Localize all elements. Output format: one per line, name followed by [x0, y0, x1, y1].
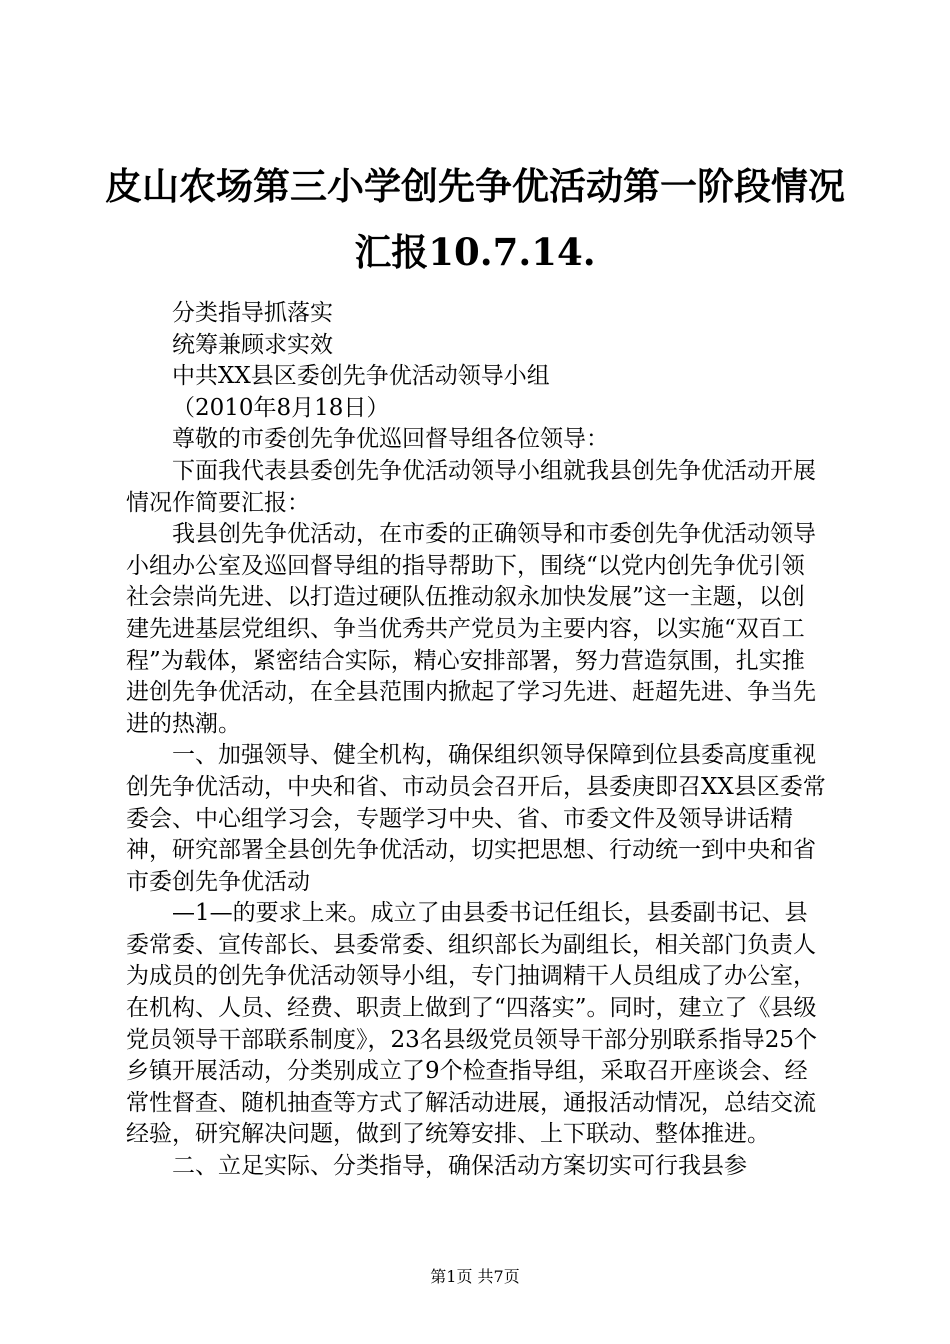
- salutation: 尊敬的市委创先争优巡回督导组各位领导：: [172, 426, 609, 453]
- body-paragraph: —1—的要求上来。成立了由县委书记任组长，县委副书记、县委常委、宣传部长、县委常委、组织部长为副组长，相关部门负责人为成员的创先争优活动领导小组，专门抽调精干人员组成了办公室，在机构、人员、经费、职责上做到了“四落实”。同时，建立了《县级党员领导干部联系制度》，23名县级党员领导干部分别联系指导25个乡镇开展活动，分类别成立了9个检查指导组，采取召开座谈会、经常性督查、随机抽查等方式了解活动进展，通报活动情况，总结交流经验，研究解决问题，做到了统筹安排、上下联动、整体推进。: [126, 900, 818, 1148]
- document-body: [126, 298, 826, 1183]
- subtitle-2: 统筹兼顾求实效: [172, 331, 333, 358]
- body-paragraph: 一、加强领导、健全机构，确保组织领导保障到位县委高度重视创先争优活动，中央和省、市动员会召开后，县委庚即召XX县区委常委会、中心组学习会，专题学习中央、省、市委文件及领导讲话精神，研究部署全县创先争优活动，切实把思想、行动统一到中央和省市委创先争优活动: [126, 742, 826, 895]
- date: （2010年8月18日）: [172, 394, 390, 421]
- issuer: 中共XX县区委创先争优活动领导小组: [172, 363, 550, 390]
- document-title-line-2: 汇报10.7.14.: [354, 230, 596, 274]
- subtitle-1: 分类指导抓落实: [172, 300, 333, 326]
- body-paragraph: 我县创先争优活动，在市委的正确领导和市委创先争优活动领导小组办公室及巡回督导组的指导帮助下，围绕“以党内创先争优引领社会崇尚先进、以打造过硬队伍推动叙永加快发展”这一主题，以创建先进基层党组织、争当优秀共产党员为主要内容，以实施“双百工程”为载体，紧密结合实际，精心安排部署，努力营造氛围，扎实推进创先争优活动，在全县范围内掀起了学习先进、赶超先进、争当先进的热潮。: [126, 521, 816, 737]
- body-paragraph: 二、立足实际、分类指导，确保活动方案切实可行我县参: [172, 1153, 747, 1180]
- body-paragraph: 下面我代表县委创先争优活动领导小组就我县创先争优活动开展情况作简要汇报：: [126, 457, 816, 516]
- document-title-line-1: 皮山农场第三小学创先争优活动第一阶段情况: [105, 164, 845, 208]
- page-footer: 第1页 共7页: [430, 1267, 520, 1286]
